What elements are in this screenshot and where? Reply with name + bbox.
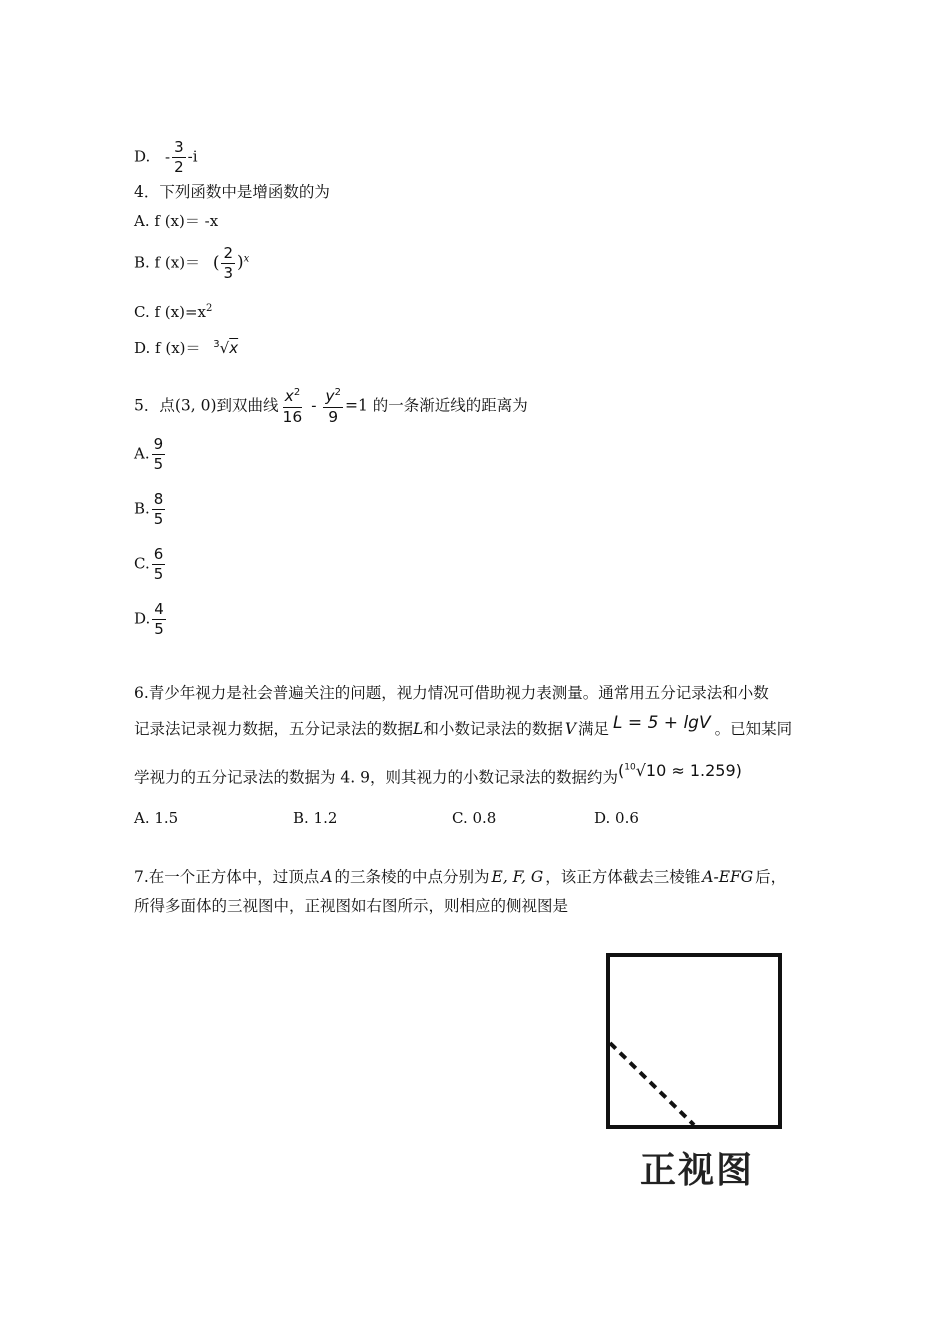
exponent: x: [243, 253, 250, 265]
q4-stem: 4．下列函数中是增函数的为: [134, 183, 330, 201]
text: 记录法记录视力数据，五分记录法的数据: [134, 720, 414, 738]
option-text: C. f (x)=x: [134, 303, 206, 321]
option-label: B.: [134, 499, 150, 518]
paren-open: (: [212, 252, 220, 273]
text: 。已知某同: [714, 720, 793, 738]
option-text: D. f (x)＝: [134, 339, 201, 357]
text: ，该正方体截去三棱锥: [545, 868, 701, 886]
q5-stem: [134, 388, 528, 425]
numerator: 9: [153, 435, 164, 453]
text: 7.在一个正方体中，过顶点: [134, 868, 320, 886]
q4-option-a: A. f (x)＝ -x: [134, 212, 219, 230]
front-view-figure: [600, 948, 790, 1138]
exponent: 2: [206, 303, 213, 314]
q3-option-d: [134, 140, 198, 175]
cube-root: $^3$√x: [213, 339, 239, 357]
denominator: 2: [174, 158, 184, 176]
option-label: D.: [134, 147, 151, 166]
root-index: 10: [624, 763, 636, 773]
radicand: x: [229, 339, 239, 357]
q5-option-a: [134, 437, 167, 472]
fraction: [152, 437, 166, 472]
figure-caption: 正视图: [640, 1150, 755, 1191]
q5-option-c: [134, 547, 167, 582]
q6-option-b: B. 1.2: [293, 809, 338, 827]
q7-line-1: [134, 867, 786, 887]
fraction: [152, 602, 166, 637]
formula: L = 5 + lgV: [613, 713, 711, 733]
option-label: C.: [134, 554, 150, 573]
q7-line-2: 所得多面体的三视图中，正视图如右图所示，则相应的侧视图是: [134, 897, 569, 915]
numerator: 2: [223, 244, 234, 262]
q4-option-d: [134, 335, 238, 358]
denominator: 5: [154, 620, 164, 638]
imaginary-unit: i: [192, 147, 198, 166]
q6-line-1: 6.青少年视力是社会普遍关注的问题，视力情况可借助视力表测量。通常用五分记录法和小数: [134, 684, 769, 702]
dashed-hidden-edge: [610, 1043, 694, 1125]
option-label: A.: [134, 444, 150, 463]
denominator: 5: [153, 565, 164, 583]
minus-sign: -: [165, 147, 171, 166]
minus-sign: -: [187, 147, 193, 166]
fraction: [221, 246, 235, 281]
minus-sign: -: [311, 396, 317, 415]
option-label: D.: [134, 609, 151, 628]
denominator: 3: [223, 264, 234, 282]
approx-value: √10 ≈ 1.259): [635, 761, 742, 781]
numerator: 4: [154, 600, 164, 618]
text: 满足: [578, 720, 610, 738]
stem-text: =1 的一条渐近线的距离为: [344, 396, 528, 415]
square-outline: [608, 955, 780, 1127]
denominator: 16: [282, 407, 303, 426]
paren-close: ): [237, 252, 244, 273]
q4-option-b: [134, 246, 249, 281]
text: 学视力的五分记录法的数据为 4. 9，则其视力的小数记录法的数据约为: [134, 768, 619, 787]
denominator: 5: [153, 455, 164, 473]
variable-y: y: [325, 387, 335, 406]
approximation: [618, 761, 742, 780]
numerator: 3: [174, 138, 184, 156]
text: 的三条棱的中点分别为: [334, 868, 490, 886]
numerator: 6: [153, 545, 164, 563]
fraction: [172, 140, 186, 175]
q6-option-d: D. 0.6: [594, 809, 639, 827]
tetrahedron-label: A-EFG: [702, 868, 754, 886]
fraction: [152, 547, 166, 582]
text: 和小数记录法的数据: [423, 720, 563, 738]
variable-v: V: [564, 720, 577, 738]
fraction-y: [323, 388, 343, 425]
exponent: 2: [293, 387, 301, 398]
q5-option-b: [134, 492, 167, 527]
root-index: 3: [213, 339, 220, 350]
denominator: 9: [328, 407, 339, 426]
paren-open: (: [618, 761, 625, 781]
exponent: 2: [334, 387, 341, 398]
numerator: 8: [153, 490, 164, 508]
denominator: 5: [153, 510, 164, 528]
q4-option-c: [134, 299, 212, 322]
q6-line-2: [134, 713, 793, 739]
stem-text: 5．点(3, 0)到双曲线: [134, 396, 279, 415]
q6-option-a: A. 1.5: [134, 809, 179, 827]
q6-option-c: C. 0.8: [452, 809, 497, 827]
vertex-a: A: [321, 868, 333, 886]
q5-option-d: [134, 602, 168, 637]
q6-line-3: [134, 761, 742, 787]
variable-x: x: [284, 387, 294, 406]
text: 后，: [755, 868, 787, 886]
fraction-x: [281, 388, 305, 425]
points-efg: E, F, G: [491, 868, 544, 886]
option-text: B. f (x)＝: [134, 253, 201, 272]
fraction: [152, 492, 166, 527]
variable-l: L: [413, 720, 424, 738]
